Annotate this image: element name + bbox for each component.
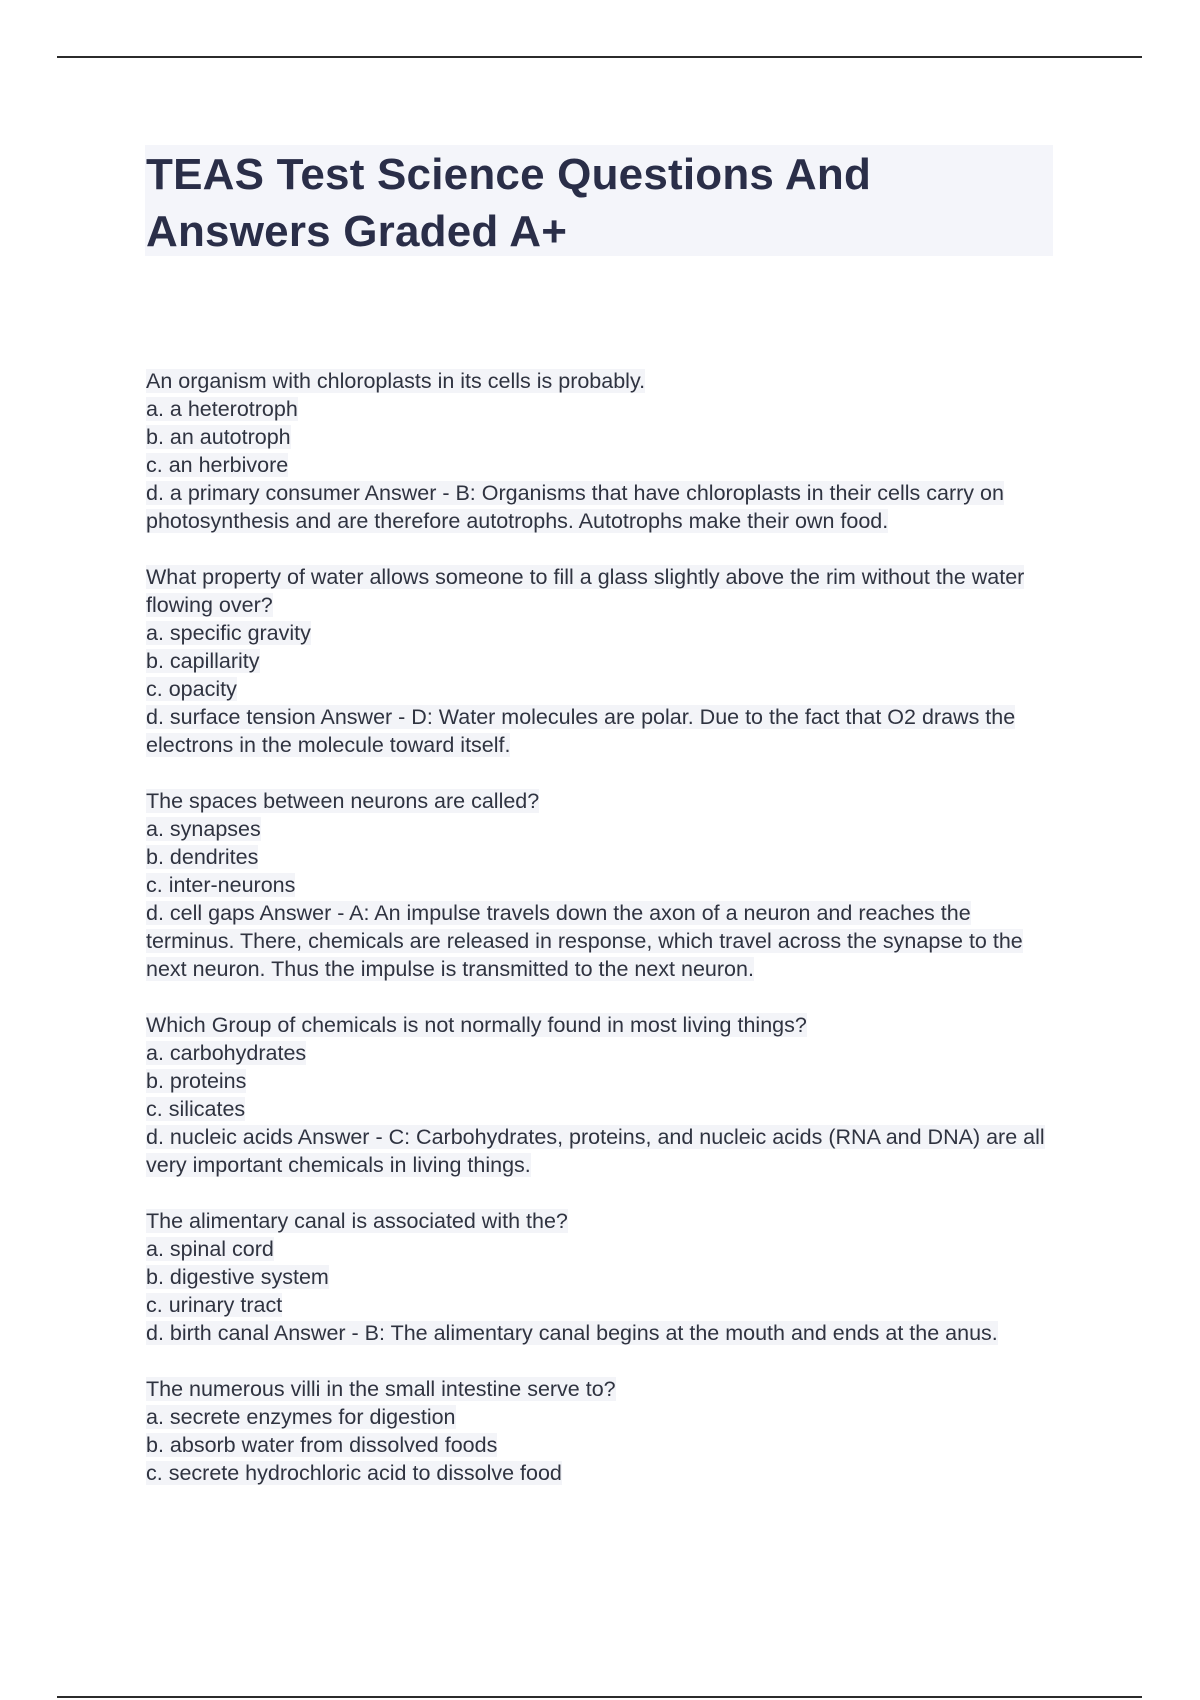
answer-option: a. a heterotroph xyxy=(146,397,298,421)
answer-option: a. specific gravity xyxy=(146,621,311,645)
answer-option: b. proteins xyxy=(146,1069,247,1093)
question-block xyxy=(146,367,1051,535)
answer-option: b. digestive system xyxy=(146,1265,329,1289)
answer-option: b. capillarity xyxy=(146,649,260,673)
answer-option: c. secrete hydrochloric acid to dissolve food xyxy=(146,1461,562,1485)
question-block xyxy=(146,1207,1051,1347)
answer-option: c. inter-neurons xyxy=(146,873,296,897)
question-text: The alimentary canal is associated with the? xyxy=(146,1209,568,1233)
answer-option: c. silicates xyxy=(146,1097,246,1121)
answer-explanation: d. nucleic acids Answer - C: Carbohydrates, proteins, and nucleic acids (RNA and DNA) are all very important chemicals in living things. xyxy=(146,1125,1045,1177)
question-block xyxy=(146,1375,1051,1487)
question-text: The numerous villi in the small intestine serve to? xyxy=(146,1377,616,1401)
question-block xyxy=(146,1011,1051,1179)
document-title: TEAS Test Science Questions And Answers Graded A+ xyxy=(146,150,872,256)
question-list xyxy=(146,367,1051,1515)
answer-option: a. secrete enzymes for digestion xyxy=(146,1405,456,1429)
top-divider xyxy=(57,56,1142,58)
answer-option: b. an autotroph xyxy=(146,425,291,449)
question-text: What property of water allows someone to fill a glass slightly above the rim without the water flowing over? xyxy=(146,565,1025,617)
question-block xyxy=(146,563,1051,759)
answer-option: c. opacity xyxy=(146,677,237,701)
question-text: An organism with chloroplasts in its cells is probably. xyxy=(146,369,646,393)
answer-explanation: d. cell gaps Answer - A: An impulse travels down the axon of a neuron and reaches the terminus. There, chemicals are released in response, which travel across the synapse to the next neuron. Thus the impulse is transmitted to the next neuron. xyxy=(146,901,1023,981)
question-text: The spaces between neurons are called? xyxy=(146,789,540,813)
question-text: Which Group of chemicals is not normally found in most living things? xyxy=(146,1013,807,1037)
answer-option: c. urinary tract xyxy=(146,1293,283,1317)
bottom-divider xyxy=(57,1696,1142,1698)
answer-explanation: d. birth canal Answer - B: The alimentary canal begins at the mouth and ends at the anus. xyxy=(146,1321,998,1345)
answer-option: a. carbohydrates xyxy=(146,1041,307,1065)
answer-option: a. synapses xyxy=(146,817,261,841)
answer-option: b. dendrites xyxy=(146,845,259,869)
answer-explanation: d. a primary consumer Answer - B: Organisms that have chloroplasts in their cells carry on photosynthesis and are therefore autotrophs. Autotrophs make their own food. xyxy=(146,481,1004,533)
answer-option: b. absorb water from dissolved foods xyxy=(146,1433,498,1457)
answer-explanation: d. surface tension Answer - D: Water molecules are polar. Due to the fact that O2 draws the electrons in the molecule toward itself. xyxy=(146,705,1016,757)
question-block xyxy=(146,787,1051,983)
answer-option: a. spinal cord xyxy=(146,1237,274,1261)
answer-option: c. an herbivore xyxy=(146,453,289,477)
